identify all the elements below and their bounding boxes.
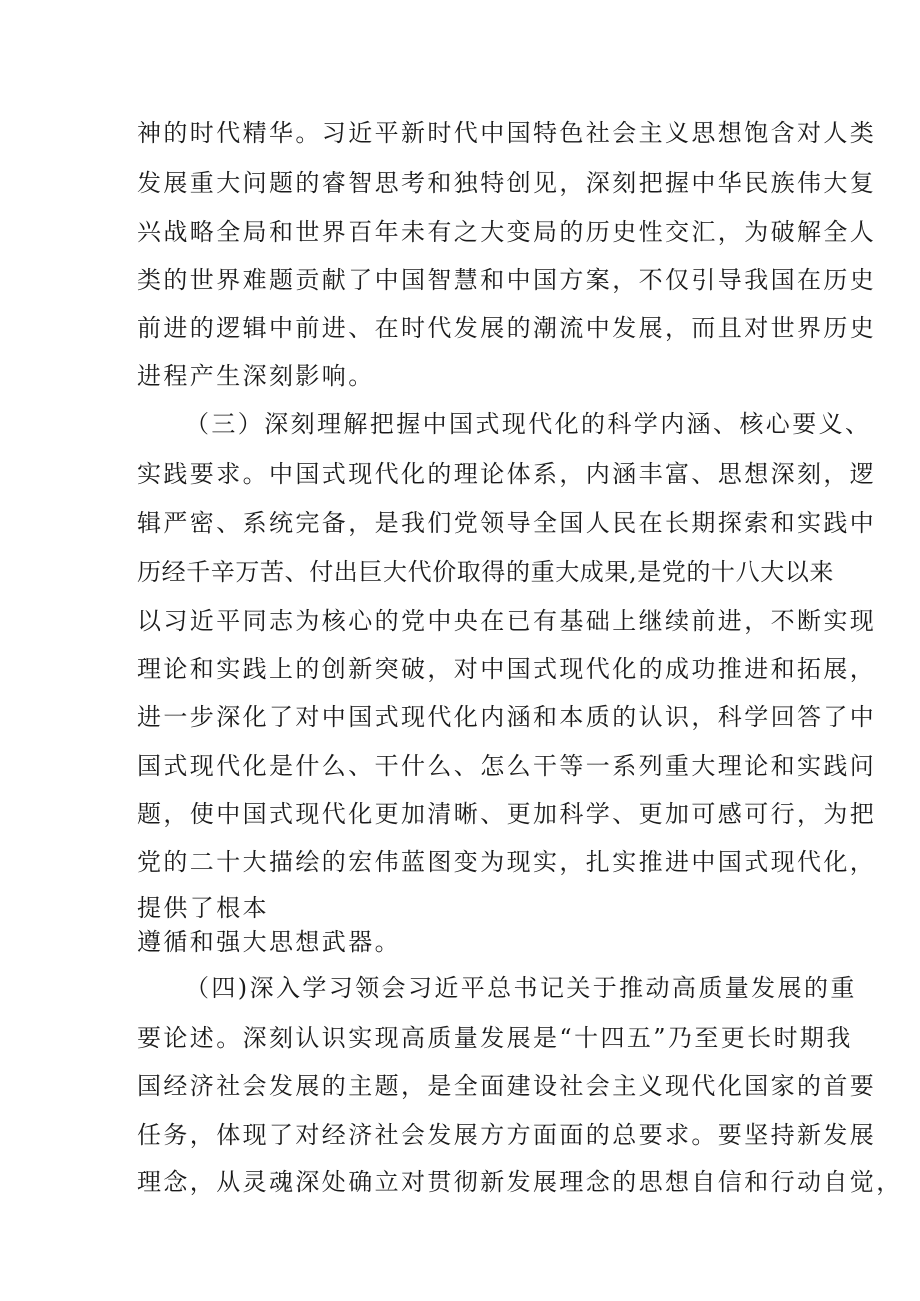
text-line: 国经济社会发展的主题，是全面建设社会主义现代化国家的首要 <box>137 1072 877 1100</box>
text-line: 国式现代化是什么、干什么、怎么干等一系列重大理论和实践问 <box>137 752 877 780</box>
text-line: 进程产生深刻影响。 <box>137 362 375 390</box>
section-heading-4: （四)深入学习领会习近平总书记关于推动高质量发展的重 <box>185 974 857 1002</box>
text-line: 前进的逻辑中前进、在时代发展的潮流中发展，而且对世界历史 <box>137 314 877 342</box>
text-line: 类的世界难题贡献了中国智慧和中国方案，不仅引导我国在历史 <box>137 266 877 294</box>
text-line: 理论和实践上的创新突破，对中国式现代化的成功推进和拓展， <box>137 655 877 683</box>
text-line: 任务，体现了对经济社会发展方方面面的总要求。要坚持新发展 <box>137 1121 877 1149</box>
text-line: 兴战略全局和世界百年未有之大变局的历史性交汇，为破解全人 <box>137 218 877 246</box>
text-line: 遵循和强大思想武器。 <box>137 928 401 956</box>
text-line: 历经千辛万苦、付出巨大代价取得的重大成果,是党的十八大以来 <box>137 558 835 586</box>
text-line: 进一步深化了对中国式现代化内涵和本质的认识，科学回答了中 <box>137 703 877 731</box>
text-line: 提供了根本 <box>137 894 269 922</box>
text-line: 理念，从灵魂深处确立对贯彻新发展理念的思想自信和行动自觉， <box>137 1168 903 1196</box>
text-line: 实践要求。中国式现代化的理论体系，内涵丰富、思想深刻，逻 <box>137 460 877 488</box>
text-line: 辑严密、系统完备，是我们党领导全国人民在长期探索和实践中 <box>137 509 877 537</box>
section-heading-3: （三）深刻理解把握中国式现代化的科学内涵、核心要义、 <box>185 410 872 438</box>
text-line: 发展重大问题的睿智思考和独特创见，深刻把握中华民族伟大复 <box>137 169 877 197</box>
text-line: 要论述。深刻认识实现高质量发展是“十四五”乃至更长时期我 <box>137 1024 853 1052</box>
text-line: 神的时代精华。习近平新时代中国特色社会主义思想饱含对人类 <box>137 119 877 147</box>
text-line: 党的二十大描绘的宏伟蓝图变为现实，扎实推进中国式现代化， <box>137 848 877 876</box>
text-line: 以习近平同志为核心的党中央在已有基础上继续前进，不断实现 <box>137 607 877 635</box>
text-line: 题，使中国式现代化更加清晰、更加科学、更加可感可行，为把 <box>137 800 877 828</box>
